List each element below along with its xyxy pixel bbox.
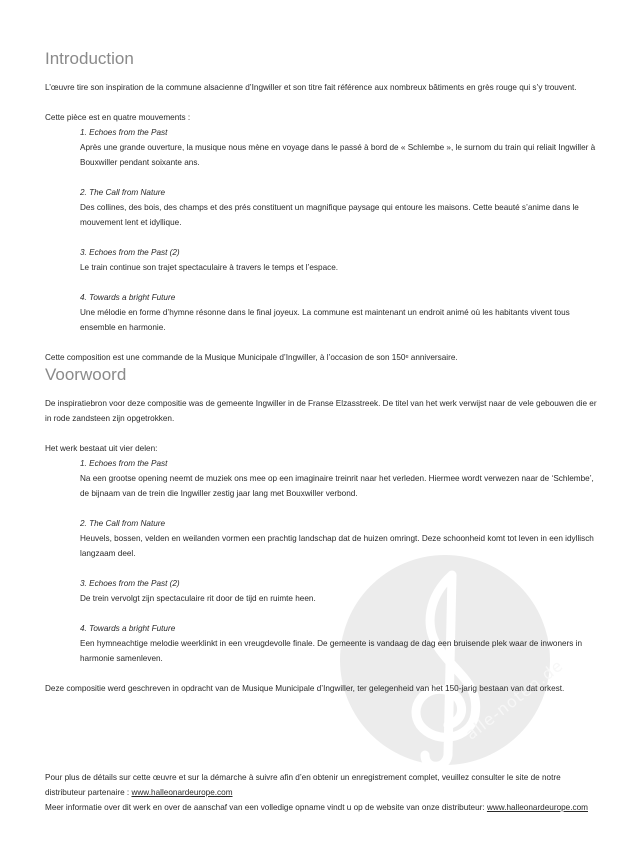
footer-fr-text: Pour plus de détails sur cette œuvre et sur la démarche à suivre afin d’en obtenir un enregistrement complet, veuillez consulter le site de notre distributeur partenaire : bbox=[45, 773, 561, 797]
intro-lead: Cette pièce est en quatre mouvements : bbox=[45, 113, 191, 122]
voorwoord-movement-list bbox=[80, 456, 600, 666]
movement-text: Une mélodie en forme d’hymne résonne dans le final joyeux. La commune est maintenant un endroit animé où les habitants vivent tous ensemble en harmonie. bbox=[80, 308, 570, 332]
movement-text: Een hymneachtige melodie weerklinkt in een vreugdevolle finale. De gemeente is vandaag de dag een bruisende plek waar de inwoners in harmonie samenleven. bbox=[80, 639, 583, 663]
movement-title: 2. The Call from Nature bbox=[80, 519, 166, 528]
movement-title: 4. Towards a bright Future bbox=[80, 624, 176, 633]
intro-movement-list bbox=[80, 125, 600, 335]
footer-nl-text: Meer informatie over dit werk en over de aanschaf van een volledige opname vindt u op de website van onze distributeur: bbox=[45, 803, 485, 812]
movement-title: 3. Echoes from the Past (2) bbox=[80, 248, 180, 257]
movement-title: 3. Echoes from the Past (2) bbox=[80, 579, 180, 588]
voorwoord-lead: Het werk bestaat uit vier delen: bbox=[45, 444, 158, 453]
movement-text: Na een grootse opening neemt de muziek ons mee op een imaginaire treinrit naar het verleden. Hiermee wordt verwezen naar de ‘Schlembe’, de bijnaam van de trein die Ingwiller zestig jaar lang met Bouxwiller verbond. bbox=[80, 474, 594, 498]
movement-text: Des collines, des bois, des champs et des prés constituent un magnifique paysage qui entoure les maisons. Cette beauté s’anime dans le mouvement lent et idyllique. bbox=[80, 203, 579, 227]
movement-text: De trein vervolgt zijn spectaculaire rit door de tijd en ruimte heen. bbox=[80, 594, 316, 603]
movement-title: 1. Echoes from the Past bbox=[80, 459, 168, 468]
movement-title: 4. Towards a bright Future bbox=[80, 293, 176, 302]
voorwoord-section bbox=[45, 396, 600, 696]
footer-fr bbox=[45, 770, 600, 800]
voorwoord-closing: Deze compositie werd geschreven in opdracht van de Musique Municipale d’Ingwiller, ter gelegenheid van het 150-jarig bestaan van dat orkest. bbox=[45, 684, 565, 693]
distributor-link-nl[interactable]: www.halleonardeurope.com bbox=[486, 803, 588, 812]
watermark-text: alle-noten.de bbox=[461, 655, 567, 744]
intro-closing: Cette composition est une commande de la Musique Municipale d’Ingwiller, à l’occasion de son 150ᵉ anniversaire. bbox=[45, 353, 458, 362]
movement-text: Le train continue son trajet spectaculaire à travers le temps et l’espace. bbox=[80, 263, 339, 272]
intro-paragraph: L’œuvre tire son inspiration de la commune alsacienne d’Ingwiller et son titre fait référence aux nombreux bâtiments en grès rouge qui s’y trouvent. bbox=[45, 83, 577, 92]
footer-nl bbox=[45, 800, 600, 815]
movement-text: Après une grande ouverture, la musique nous mène en voyage dans le passé à bord de « Schlembe », le surnom du train qui reliait Ingwiller à Bouxwiller pendant soixante ans. bbox=[80, 143, 596, 167]
movement-title: 2. The Call from Nature bbox=[80, 188, 166, 197]
movement-text: Heuvels, bossen, velden en weilanden vormen een prachtig landschap dat de huizen omringt. Deze schoonheid komt tot leven in een idyllisch langzaam deel. bbox=[80, 534, 594, 558]
movement-title: 1. Echoes from the Past bbox=[80, 128, 168, 137]
footer bbox=[45, 770, 600, 815]
voorwoord-heading: Voorwoord bbox=[45, 365, 127, 384]
voorwoord-paragraph: De inspiratiebron voor deze compositie was de gemeente Ingwiller in de Franse Elzasstreek. De titel van het werk verwijst naar de vele gebouwen die er in rode zandsteen zijn opgetrokken. bbox=[45, 399, 597, 423]
distributor-link-fr[interactable]: www.halleonardeurope.com bbox=[131, 788, 233, 797]
intro-section bbox=[45, 80, 600, 365]
intro-heading: Introduction bbox=[45, 49, 134, 68]
